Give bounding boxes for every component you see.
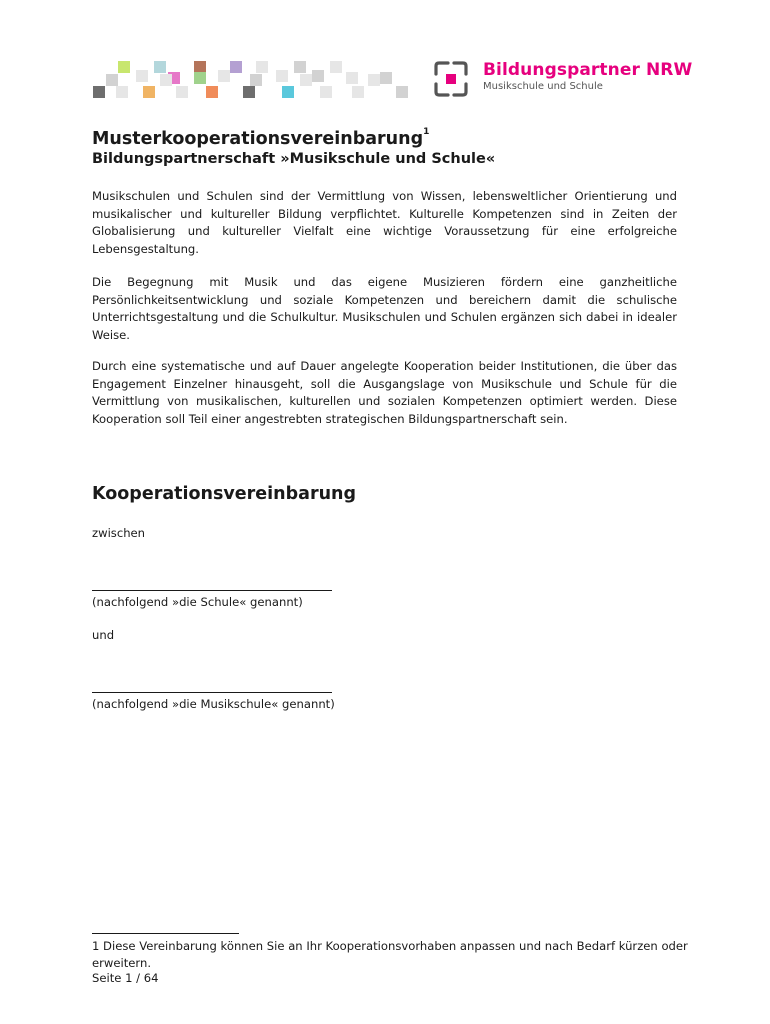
mosaic-square xyxy=(230,61,242,73)
between-label: zwischen xyxy=(92,526,146,540)
logo-subtitle: Musikschule und Schule xyxy=(483,81,603,92)
mosaic-square xyxy=(346,72,358,84)
mosaic-square xyxy=(352,86,364,98)
mosaic-square xyxy=(256,61,268,73)
footnote-text: 1 Diese Vereinbarung können Sie an Ihr Kooperationsvorhaben anpassen und nach Bedarf kürzen oder erweitern. xyxy=(92,939,688,970)
mosaic-square xyxy=(243,86,255,98)
intro-paragraph-3: Durch eine systematische und auf Dauer angelegte Kooperation beider Institutionen, die über das Engagement Einzelner hinausgeht, soll die Ausgangslage von Musikschule und Schule für die Vermittlung von musikalischen, kulturellen und sozialen Kompetenzen optimiert werden. Diese Kooperation soll Teil einer angestrebten strategischen Bildungspartnerschaft sein. xyxy=(92,359,677,426)
mosaic-square xyxy=(194,72,206,84)
mosaic-square xyxy=(294,61,306,73)
mosaic-square xyxy=(218,70,230,82)
header-mosaic-decoration xyxy=(0,0,420,110)
school-signature-line xyxy=(92,590,332,591)
agreement-heading: Kooperationsvereinbarung xyxy=(92,484,357,504)
mosaic-square xyxy=(300,74,312,86)
document-title xyxy=(92,129,429,149)
footnote-divider xyxy=(92,933,239,934)
mosaic-square xyxy=(276,70,288,82)
mosaic-square xyxy=(330,61,342,73)
mosaic-square xyxy=(396,86,408,98)
mosaic-square xyxy=(116,86,128,98)
musicschool-caption: (nachfolgend »die Musikschule« genannt) xyxy=(92,697,335,711)
footnote-reference: 1 xyxy=(423,127,430,137)
page-number: Seite 1 / 64 xyxy=(92,971,159,985)
mosaic-square xyxy=(176,86,188,98)
musicschool-signature-line xyxy=(92,692,332,693)
mosaic-square xyxy=(250,74,262,86)
mosaic-square xyxy=(136,70,148,82)
mosaic-square xyxy=(106,74,118,86)
intro-paragraph-2: Die Begegnung mit Musik und das eigene Musizieren fördern eine ganzheitliche Persönlichkeitsentwicklung und soziale Kompetenzen und bereichern damit die schulische Unterrichtsgestaltung und die Schulkultur. Musikschulen und Schulen ergänzen sich dabei in idealer Weise. xyxy=(92,275,677,342)
logo-title: Bildungspartner NRW xyxy=(483,60,693,80)
document-subtitle: Bildungspartnerschaft »Musikschule und Schule« xyxy=(92,151,496,167)
mosaic-square xyxy=(160,74,172,86)
mosaic-square xyxy=(93,86,105,98)
document-title-text: Musterkooperationsvereinbarung xyxy=(92,129,424,149)
bracket-square-logo-icon xyxy=(432,60,470,98)
mosaic-square xyxy=(154,61,166,73)
intro-paragraph-1: Musikschulen und Schulen sind der Vermittlung von Wissen, lebensweltlicher Orientierung und musikalischer und kultureller Bildung verpflichtet. Kulturelle Kompetenzen sind in Zeiten der Globalisierung und kultureller Vielfalt eine wichtige Voraussetzung für eine erfolgreiche Lebensgestaltung. xyxy=(92,189,677,256)
mosaic-square xyxy=(320,86,332,98)
mosaic-square xyxy=(282,86,294,98)
mosaic-square xyxy=(118,61,130,73)
mosaic-square xyxy=(206,86,218,98)
mosaic-square xyxy=(368,74,380,86)
bildungspartner-logo xyxy=(432,60,732,102)
mosaic-square xyxy=(143,86,155,98)
mosaic-square xyxy=(312,70,324,82)
school-caption: (nachfolgend »die Schule« genannt) xyxy=(92,595,303,609)
mosaic-square xyxy=(380,72,392,84)
and-label: und xyxy=(92,628,115,642)
